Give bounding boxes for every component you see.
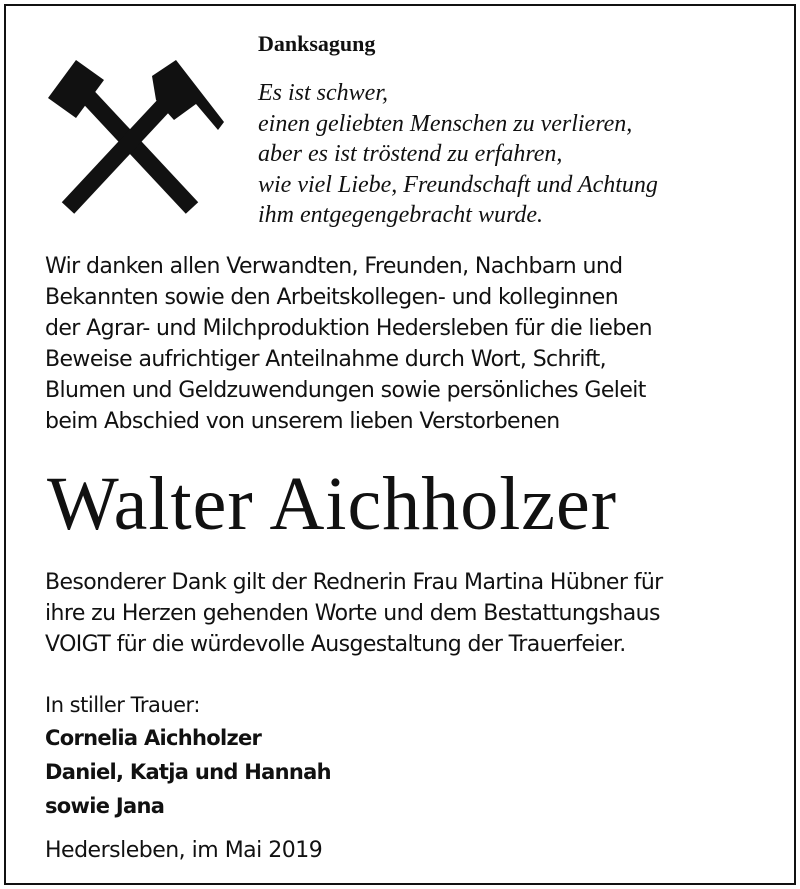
text-line: der Agrar- und Milchproduktion Hedersleben für die lieben: [45, 316, 653, 341]
poem-line: wie viel Liebe, Freundschaft und Achtung: [258, 171, 658, 198]
poem: [258, 78, 658, 231]
text-line: VOIGT für die würdevolle Ausgestaltung der Trauerfeier.: [45, 632, 626, 657]
poem-line: aber es ist tröstend zu erfahren,: [258, 141, 563, 167]
family-member: Daniel, Katja und Hannah: [45, 760, 331, 784]
text-line: Besonderer Dank gilt der Rednerin Frau Martina Hübner für: [45, 570, 663, 595]
family-names: [45, 721, 331, 823]
text-line: Blumen und Geldzuwendungen sowie persönliches Geleit: [45, 378, 646, 403]
mourning-label: In stiller Trauer:: [45, 693, 200, 717]
thanks-paragraph: [45, 251, 652, 437]
special-thanks-paragraph: [45, 567, 663, 660]
text-line: Bekannten sowie den Arbeitskollegen- und kolleginnen: [45, 285, 619, 310]
text-line: ihre zu Herzen gehenden Worte und dem Bestattungshaus: [45, 601, 660, 626]
family-member: Cornelia Aichholzer: [45, 726, 262, 750]
poem-line: einen geliebten Menschen zu verlieren,: [258, 110, 633, 137]
poem-line: ihm entgegengebracht wurde.: [258, 202, 544, 228]
poem-line: Es ist schwer,: [258, 80, 389, 106]
notice-heading: Danksagung: [258, 31, 376, 56]
family-member: sowie Jana: [45, 794, 165, 818]
text-line: Beweise aufrichtiger Anteilnahme durch Wort, Schrift,: [45, 347, 607, 372]
text-line: Wir danken allen Verwandten, Freunden, Nachbarn und: [45, 254, 623, 279]
text-line: beim Abschied von unserem lieben Verstorbenen: [45, 409, 560, 434]
place-date: Hedersleben, im Mai 2019: [45, 838, 323, 863]
deceased-name: Walter Aichholzer: [47, 462, 618, 546]
hammer-and-pick-icon: [46, 60, 226, 216]
